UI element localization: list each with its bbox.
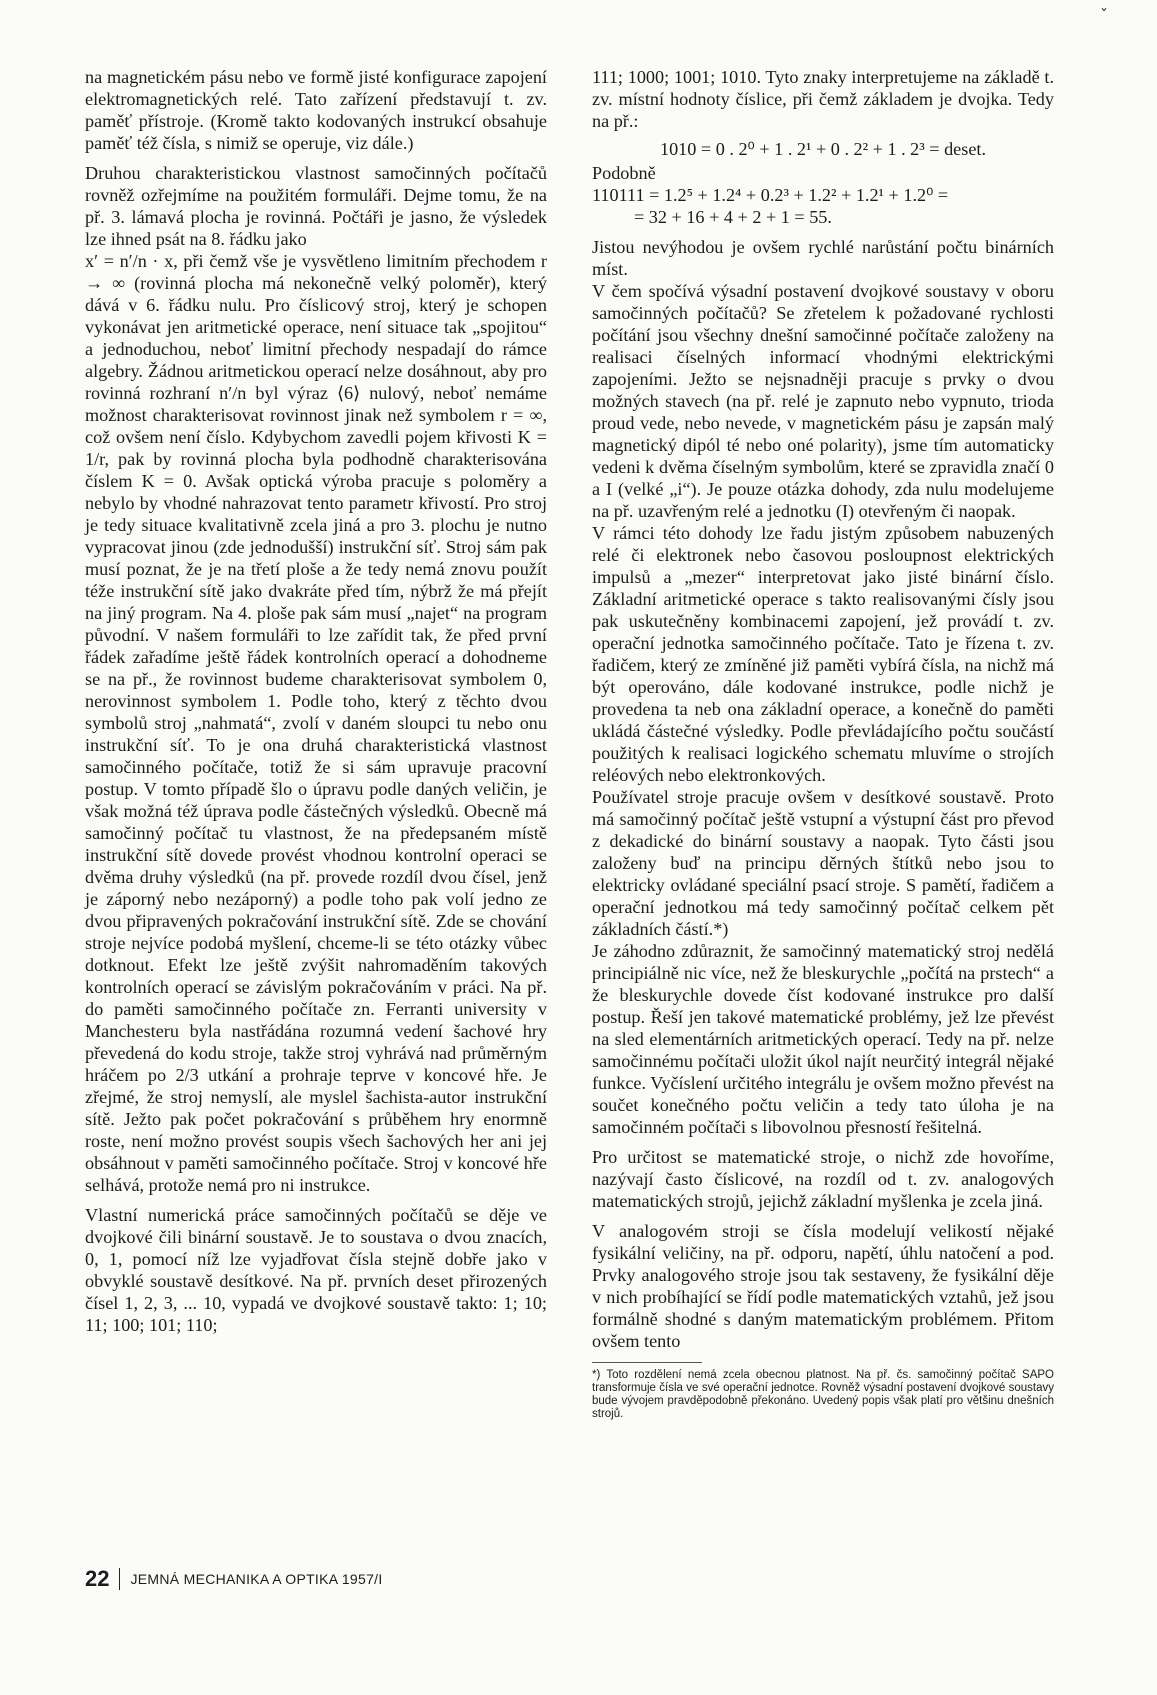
- footer-divider: [119, 1568, 120, 1590]
- paragraph: na magnetickém pásu nebo ve formě jisté konfigurace zapojení elektromagnetických relé. Tato zařízení představují t. zv. paměť přístroje. (Kromě takto kodovaných instrukcí obsahuje paměť též čísla, s nimiž se operuje, viz dále.): [85, 67, 547, 153]
- paragraph: V čem spočívá výsadní postavení dvojkové soustavy v oboru samočinných počítačů? Se zřetelem k požadované rychlosti počítání jsou všechny dnešní samočinné počítače založeny na realisaci číselných informací vhodnými elektrickými zapojeními. Ježto se nejsnadněji pracuje s prvky o dvou možných stavech (na př. relé je zapnuto nebo vypnuto, trioda proud vede, nebo nevede, v magnetickém pásu je zapsán malý magnetický dipól té nebo oné polarity), jsme tím automaticky vedeni k dvěma číselným symbolům, které se zpravidla značí 0 a I (velké „i“). Je pouze otázka dohody, zda nulu modelujeme na př. uzavřeným relé a jednotku (I) otevřeným či naopak.: [592, 281, 1054, 521]
- corner-mark: ˇ: [1100, 6, 1108, 25]
- page-number: 22: [85, 1566, 110, 1591]
- paragraph: Používatel stroje pracuje ovšem v desítkové soustavě. Proto má samočinný počítač ještě vstupní a výstupní část pro převod z dekadické do binární soustavy a naopak. Tyto části jsou založeny buď na principu děrných štítků nebo jsou to elektricky ovládané speciální psací stroje. S pamětí, řadičem a operační jednotkou má tedy samočinný počítač celkem pět základních částí.*): [592, 787, 1054, 939]
- journal-title: JEMNÁ MECHANIKA A OPTIKA 1957/I: [130, 1571, 383, 1587]
- left-column: [85, 66, 547, 1336]
- paragraph: Druhou charakteristickou vlastnost samočinných počítačů rovněž ozřejmíme na použitém formuláři. Dejme tomu, že na př. 3. lámavá plocha je rovinná. Počtáři je jasno, že výsledek lze ihned psát na 8. řádku jako: [85, 163, 547, 249]
- paragraph: V analogovém stroji se čísla modelují velikostí nějaké fysikální veličiny, na př. odporu, napětí, úhlu natočení a pod. Prvky analogového stroje jsou tak sestaveny, že fysikální děje v nich probíhající se řídí podle matematických vztahů, jež jsou formálně shodné s daným matematickým problémem. Přitom ovšem tento: [592, 1221, 1054, 1351]
- equation: = 32 + 16 + 4 + 2 + 1 = 55.: [634, 207, 832, 227]
- paragraph: V rámci této dohody lze řadu jistým způsobem nabuzených relé či elektronek nebo časovou posloupnost elektrických impulsů a „mezer“ interpretovat jako jisté binární číslo. Základní aritmetické operace s takto realisovanými čísly jsou pak uskutečněny kombinacemi zapojení, jež provádí t. zv. operační jednotka samočinného počítače. Tato je řízena t. zv. řadičem, který ze zmíněné již paměti vybírá čísla, na nichž má být operováno, dále kodované instrukce, podle nichž je provedena ta neb ona základní operace, a konečně do paměti ukládá částečné výsledky. Podle převládajícího počtu součástí použitých k realisaci logického schematu mluvíme o strojích reléových nebo elektronkových.: [592, 523, 1054, 785]
- page-footer: [85, 1566, 383, 1592]
- footnote-divider: [592, 1362, 702, 1363]
- paragraph: Vlastní numerická práce samočinných počítačů se děje ve dvojkové čili binární soustavě. Je to soustava o dvou znacích, 0, 1, pomocí níž lze vyjadřovat čísla stejně dobře jako v obvyklé soustavě desítkové. Na př. prvních deset přirozených čísel 1, 2, 3, ... 10, vypadá ve dvojkové soustavě takto: 1; 10; 11; 100; 101; 110;: [85, 1205, 547, 1335]
- right-column: [592, 66, 1054, 1421]
- paragraph: Je záhodno zdůraznit, že samočinný matematický stroj nedělá principiálně nic více, než že bleskurychle „počítá na prstech“ a že bleskurychle dovede číst kodované instrukce pro další postup. Řeší jen takové matematické problémy, jež lze převést na sled elementárních aritmetických operací. Tedy na př. nelze samočinnému počítači uložit úkol najít neurčitý integrál nějaké funkce. Vyčíslení určitého integrálu je ovšem možno převést na součet konečného počtu veličin a tedy tato úloha je na samočinném počítači s libovolnou přesností řešitelná.: [592, 941, 1054, 1137]
- paragraph: Pro určitost se matematické stroje, o nichž zde hovoříme, nazývají často číslicové, na rozdíl od t. zv. analogových matematických strojů, jejichž základní myšlenka je zcela jiná.: [592, 1147, 1054, 1211]
- paragraph: Jistou nevýhodou je ovšem rychlé narůstání počtu binárních míst.: [592, 237, 1054, 279]
- equation: 110111 = 1.2⁵ + 1.2⁴ + 0.2³ + 1.2² + 1.2¹ + 1.2⁰ =: [592, 185, 949, 205]
- paragraph: x′ = n′/n · x, při čemž vše je vysvětleno limitním přechodem r → ∞ (rovinná plocha má nekonečně velký poloměr), který dává v 6. řádku nulu. Pro číslicový stroj, který je schopen vykonávat jen aritmetické operace, není situace tak „spojitou“ a jednoduchou, neboť limitní přechody nespadají do rámce algebry. Žádnou aritmetickou operací nelze dosáhnout, aby pro rovinná rozhraní n′/n byl výraz ⟨6⟩ nulový, neboť nemáme možnost charakterisovat rovinnost jinak než symbolem r = ∞, což ovšem není číslo. Kdybychom zavedli pojem křivosti K = 1/r, pak by rovinná plocha byla podhodně charakterisována číslem K = 0. Avšak optická výroba pracuje s poloměry a nebylo by vhodné nahrazovat tento parametr křivostí. Pro stroj je tedy situace kvalitativně zcela jiná a pro 3. plochu je nutno vypracovat jinou (zde jednodušší) instrukční síť. Stroj sám pak musí poznat, že je na třetí ploše a že tedy nemá znovu použít téže instrukční sítě jako dvakráte před tím, nýbrž že má přejít na jiný program. Na 4. ploše pak sám musí „najet“ na program původní. V našem formuláři to lze zařídit tak, že před první řádek zařadíme ještě řádek kontrolních operací a dohodneme se na př., že rovinnost budeme charakterisovat symbolem 0, nerovinnost symbolem 1. Podle toho, který z těchto dvou symbolů stroj „nahmatá“, zvolí v daném sloupci tu nebo onu instrukční síť. To je ona druhá charakteristická vlastnost samočinného počítače, totiž že si sám upravuje pracovní postup. V tomto případě šlo o úpravu podle daných veličin, je však možná též úprava podle částečných výsledků. Obecně má samočinný počítač tu vlastnost, že na předepsaném místě instrukční sítě dovede provést vhodnou kontrolní operaci se dvěma druhy výsledků (na př. provede rozdíl dvou čísel, jenž je záporný nebo nezáporný) a podle toho pak volí jedno ze dvou připravených pokračování instrukční sítě. Zde se chování stroje nejvíce podobá myšlení, chceme-li se této otázky vůbec dotknout. Efekt lze ještě zvýšit nahromaděním takových kontrolních operací se závislým pokračováním v práci. Na př. do paměti samočinného počítače zn. Ferranti university v Manchesteru byla nastřádána rozumná vedení šachové hry převedená do kodu stroje, takže stroj vyhrává nad průměrným hráčem po 2/3 utkání a prohraje teprve v koncové hře. Je zřejmé, že stroj nemyslí, ale myslel šachista-autor instrukční sítě. Ježto pak počet pokračování s průběhem hry enormně roste, není možno provést soupis všech šachových her ani jej obsáhnout v paměti samočinného počítače. Stroj v koncové hře selhává, protože nemá pro ni instrukce.: [85, 251, 547, 1195]
- footnote: *) Toto rozdělení nemá zcela obecnou platnost. Na př. čs. samočinný počítač SAPO transformuje čísla ve své operační jednotce. Rovněž výsadní postavení dvojkové soustavy bude vývojem pravděpodobně překonáno. Uvedený popis však platí pro většinu dnešních strojů.: [592, 1369, 1054, 1420]
- paragraph-label: Podobně: [592, 163, 656, 183]
- equation: 1010 = 0 . 2⁰ + 1 . 2¹ + 0 . 2² + 1 . 2³ = deset.: [659, 139, 986, 159]
- paragraph: 111; 1000; 1001; 1010. Tyto znaky interpretujeme na základě t. zv. místní hodnoty číslice, při čemž základem je dvojka. Tedy na př.:: [592, 67, 1054, 131]
